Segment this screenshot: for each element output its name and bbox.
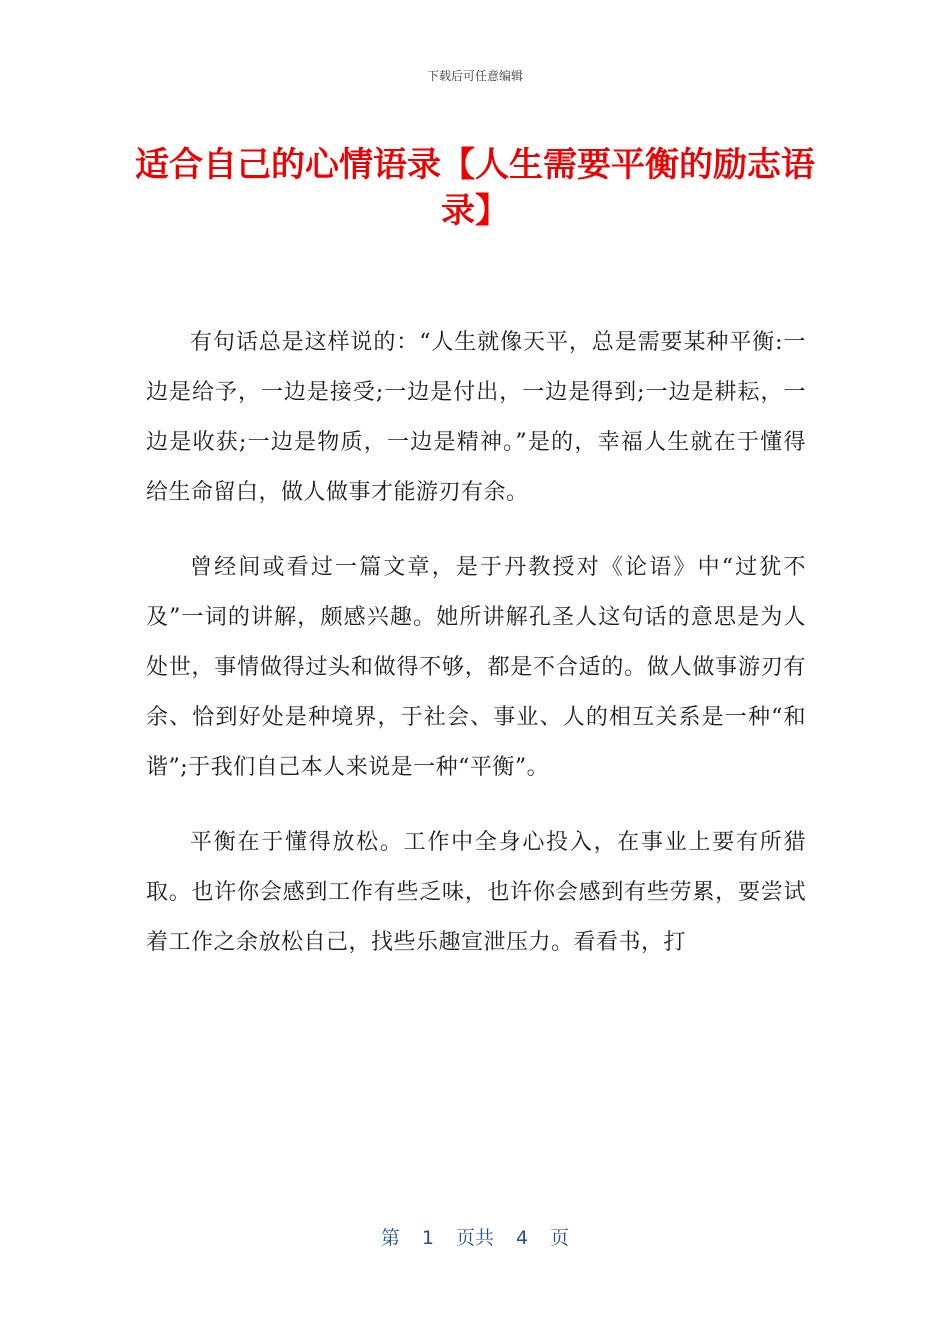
paragraph-1: 有句话总是这样说的：“人生就像天平，总是需要某种平衡:一边是给予，一边是接受;一边是付出，一边是得到;一边是耕耘，一边是收获;一边是物质，一边是精神。”是的，幸福人生就在于懂得给生命留白，做人做事才能游刃有余。: [146, 330, 806, 505]
footer-middle: 页共: [455, 1227, 494, 1249]
footer-suffix: 页: [550, 1227, 570, 1249]
paragraph-3: 平衡在于懂得放松。工作中全身心投入，在事业上要有所猎取。也许你会感到工作有些乏味，也许你会感到有些劳累，要尝试着工作之余放松自己，找些乐趣宣泄压力。看看书，打: [146, 830, 806, 955]
footer-prefix: 第: [380, 1227, 400, 1249]
document-title: 适合自己的心情语录【人生需要平衡的励志语录】: [135, 145, 815, 231]
document-body: [146, 318, 806, 993]
footer-total-pages: 4: [516, 1227, 529, 1249]
footer-current-page: 1: [421, 1227, 434, 1249]
paragraph-2: 曾经间或看过一篇文章，是于丹教授对《论语》中“过犹不及”一词的讲解，颇感兴趣。她所讲解孔圣人这句话的意思是为人处世，事情做得过头和做得不够，都是不合适的。做人做事游刃有余、恰到好处是种境界，于社会、事业、人的相互关系是一种“和谐”;于我们自己本人来说是一种“平衡”。: [146, 555, 806, 780]
header-note: 下载后可任意编辑: [426, 69, 523, 83]
page-footer: [0, 1226, 950, 1250]
